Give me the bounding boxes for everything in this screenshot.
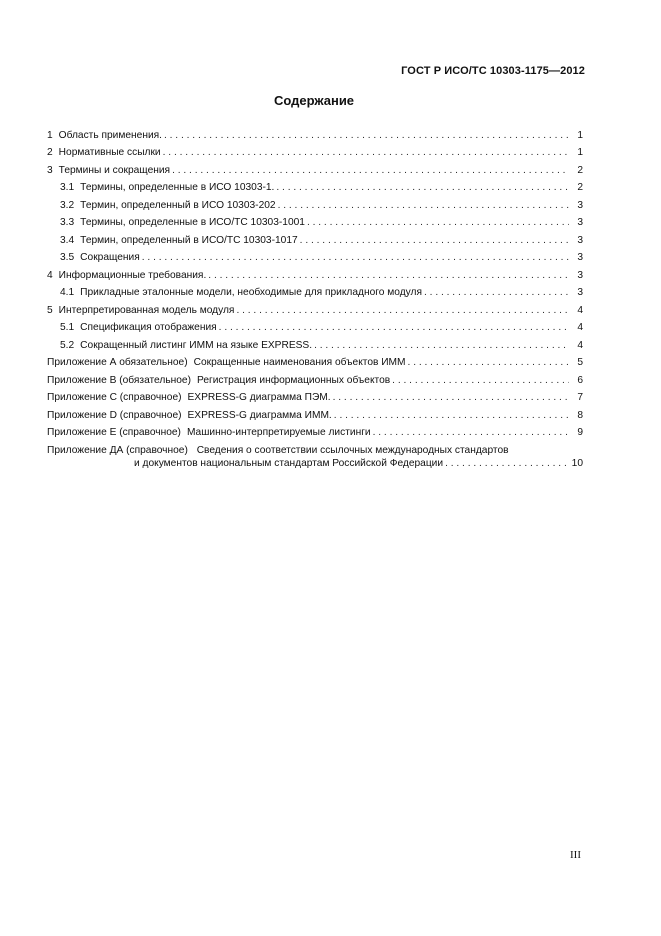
toc-appendix-page: 7 bbox=[577, 392, 583, 403]
toc-entry-2[interactable] bbox=[47, 142, 583, 160]
toc-leader-dots bbox=[164, 130, 569, 142]
toc-entry-text: Термин, определенный в ИСО/ТС 10303-1017 bbox=[80, 234, 298, 246]
toc-entry-page: 3 bbox=[577, 234, 583, 246]
toc-leader-dots bbox=[219, 322, 569, 334]
toc-appendix-page: 8 bbox=[577, 409, 583, 421]
toc-appendix-label: Приложение С (справочное) bbox=[47, 392, 182, 403]
toc-appendix-text: Сведения о соответствии ссылочных международных стандартов bbox=[196, 445, 509, 456]
toc-appendix-text: Регистрация информационных объектов bbox=[197, 374, 391, 386]
toc-appendix-c[interactable] bbox=[47, 387, 583, 405]
toc-entry-number: 3.5 bbox=[60, 252, 75, 263]
toc-entry-text: Область применения. bbox=[58, 129, 162, 141]
toc-appendix-page: 9 bbox=[577, 427, 583, 438]
table-of-contents bbox=[47, 124, 583, 470]
toc-entry-number: 3.4 bbox=[60, 234, 75, 246]
toc-appendix-page: 6 bbox=[577, 374, 583, 386]
toc-entry-page: 4 bbox=[577, 304, 583, 316]
toc-entry-3-4[interactable] bbox=[47, 229, 583, 247]
toc-entry-number: 4 bbox=[47, 269, 53, 281]
standard-code: ГОСТ Р ИСО/ТС 10303-1175—2012 bbox=[401, 65, 585, 77]
toc-appendix-b[interactable] bbox=[47, 369, 583, 387]
toc-leader-dots bbox=[445, 457, 568, 470]
toc-entry-4-1[interactable] bbox=[47, 282, 583, 300]
toc-leader-dots bbox=[314, 340, 569, 352]
toc-entry-text: Спецификация отображения bbox=[80, 322, 217, 333]
page-title: Содержание bbox=[273, 93, 355, 108]
toc-entry-5-2[interactable] bbox=[47, 334, 583, 352]
toc-leader-dots bbox=[142, 252, 569, 264]
toc-entry-page: 3 bbox=[577, 252, 583, 263]
toc-entry-text: Термин, определенный в ИСО 10303-202 bbox=[80, 199, 276, 211]
toc-appendix-label: Приложение А обязательное) bbox=[47, 357, 188, 368]
toc-entry-page: 3 bbox=[577, 269, 583, 281]
toc-entry-3-3[interactable] bbox=[47, 212, 583, 230]
toc-leader-dots bbox=[392, 375, 569, 387]
toc-entry-number: 3.1 bbox=[60, 182, 75, 193]
toc-entry-number: 2 bbox=[47, 147, 53, 158]
toc-entry-number: 3 bbox=[47, 164, 53, 176]
toc-entry-text: Термины и сокращения bbox=[58, 164, 171, 176]
toc-appendix-text: Сокращенные наименования объектов ИММ bbox=[193, 357, 406, 368]
toc-appendix-label: Приложение В (обязательное) bbox=[47, 374, 191, 386]
toc-appendix-label: Приложение ДА (справочное) bbox=[47, 445, 188, 456]
toc-leader-dots bbox=[300, 235, 569, 247]
toc-entry-page: 4 bbox=[577, 322, 583, 333]
toc-entry-page: 1 bbox=[577, 147, 583, 158]
toc-leader-dots bbox=[408, 357, 569, 369]
toc-entry-number: 4.1 bbox=[60, 287, 75, 298]
toc-entry-page: 4 bbox=[577, 339, 583, 351]
toc-entry-text: Сокращенный листинг ИММ на языке EXPRESS. bbox=[80, 339, 313, 351]
toc-leader-dots bbox=[307, 217, 569, 229]
toc-entry-page: 3 bbox=[577, 199, 583, 211]
toc-appendix-d[interactable] bbox=[47, 404, 583, 422]
toc-leader-dots bbox=[334, 410, 569, 422]
toc-entry-text: Прикладные эталонные модели, необходимые для прикладного модуля bbox=[80, 287, 422, 298]
toc-leader-dots bbox=[373, 427, 569, 439]
toc-leader-dots bbox=[163, 147, 569, 159]
toc-entry-3-5[interactable] bbox=[47, 247, 583, 265]
toc-entry-3[interactable] bbox=[47, 159, 583, 177]
toc-entry-3-2[interactable] bbox=[47, 194, 583, 212]
toc-appendix-text: EXPRESS-G диаграмма ИММ. bbox=[187, 409, 332, 421]
toc-entry-number: 3.2 bbox=[60, 199, 75, 211]
toc-entry-number: 1 bbox=[47, 129, 53, 141]
toc-entry-text: Термины, определенные в ИСО/ТС 10303-1001 bbox=[80, 217, 305, 228]
toc-appendix-a[interactable] bbox=[47, 352, 583, 370]
toc-leader-dots bbox=[208, 270, 569, 282]
toc-leader-dots bbox=[424, 287, 569, 299]
toc-appendix-text-continued: и документов национальным стандартам Российской Федерации bbox=[134, 458, 444, 469]
toc-appendix-page: 5 bbox=[577, 357, 583, 368]
toc-entry-number: 5.1 bbox=[60, 322, 75, 333]
toc-appendix-text: EXPRESS-G диаграмма ПЭМ. bbox=[187, 392, 331, 403]
toc-entry-text: Термины, определенные в ИСО 10303-1. bbox=[80, 182, 275, 193]
toc-leader-dots bbox=[333, 392, 569, 404]
toc-entry-page: 2 bbox=[577, 164, 583, 176]
toc-appendix-label: Приложение D (справочное) bbox=[47, 409, 182, 421]
toc-entry-page: 3 bbox=[577, 217, 583, 228]
toc-entry-1[interactable] bbox=[47, 124, 583, 142]
toc-entry-page: 3 bbox=[577, 287, 583, 298]
toc-entry-text: Сокращения bbox=[80, 252, 140, 263]
toc-entry-page: 2 bbox=[577, 182, 583, 193]
toc-leader-dots bbox=[172, 165, 569, 177]
toc-appendix-first-line bbox=[47, 444, 583, 457]
toc-entry-5-1[interactable] bbox=[47, 317, 583, 335]
toc-leader-dots bbox=[276, 182, 569, 194]
toc-appendix-text: Машинно-интерпретируемые листинги bbox=[186, 427, 371, 438]
toc-entry-text: Нормативные ссылки bbox=[58, 147, 161, 158]
toc-entry-4[interactable] bbox=[47, 264, 583, 282]
toc-entry-text: Информационные требования. bbox=[58, 269, 207, 281]
toc-entry-number: 5.2 bbox=[60, 339, 75, 351]
page-number: III bbox=[570, 849, 581, 861]
toc-appendix-e[interactable] bbox=[47, 422, 583, 440]
toc-entry-3-1[interactable] bbox=[47, 177, 583, 195]
toc-appendix-page: 10 bbox=[571, 458, 583, 469]
toc-leader-dots bbox=[278, 200, 569, 212]
toc-entry-page: 1 bbox=[577, 129, 583, 141]
toc-entry-text: Интерпретированная модель модуля bbox=[58, 304, 235, 316]
toc-appendix-da[interactable] bbox=[47, 439, 583, 470]
toc-appendix-second-line bbox=[47, 457, 583, 470]
toc-entry-number: 3.3 bbox=[60, 217, 75, 228]
toc-leader-dots bbox=[236, 305, 569, 317]
toc-entry-5[interactable] bbox=[47, 299, 583, 317]
toc-appendix-label: Приложение Е (справочное) bbox=[47, 427, 181, 438]
toc-entry-number: 5 bbox=[47, 304, 53, 316]
